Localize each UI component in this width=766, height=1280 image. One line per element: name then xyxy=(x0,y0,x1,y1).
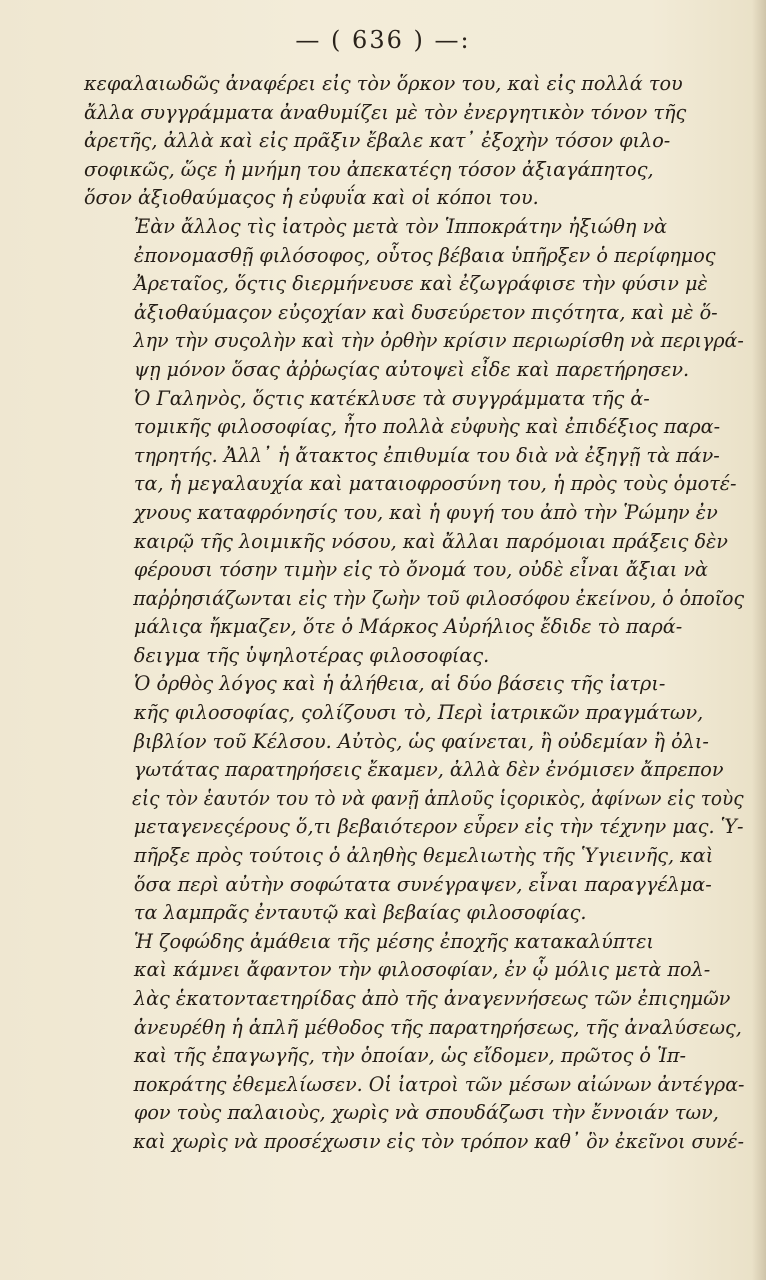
text-line: λὰς ἑκατονταετηρίδας ἀπὸ τῆς ἀναγεννήσεως τῶν ἐπιςημῶν xyxy=(133,987,731,1010)
text-line: καιρῷ τῆς λοιμικῆς νόσου, καὶ ἄλλαι παρόμοιαι πράξεις δὲν xyxy=(133,529,728,553)
text-line: σοφικῶς, ὥςε ἡ μνήμη του ἀπεκατέςη τόσον ἀξιαγάπητος, xyxy=(84,157,654,181)
text-line: καὶ χωρὶς νὰ προσέχωσιν εἰς τὸν τρόπον καθ᾽ ὃν ἐκεῖνοι συνέ- xyxy=(133,1129,744,1153)
paragraph xyxy=(84,670,744,927)
text-line: τηρητής. Ἀλλ᾽ ἡ ἄτακτος ἐπιθυμία του διὰ νὰ ἐξηγῇ τὰ πάν- xyxy=(133,443,720,467)
text-line: φέρουσι τόσην τιμὴν εἰς τὸ ὄνομά του, οὐδὲ εἶναι ἄξιαι νὰ xyxy=(133,558,708,582)
text-line: ὅσον ἀξιοθαύμαςος ἡ εὐφυΐα καὶ οἱ κόποι του. xyxy=(84,186,539,210)
text-line: ἀρετῆς, ἀλλὰ καὶ εἰς πρᾶξιν ἔβαλε κατ᾽ ἐξοχὴν τόσον φιλο- xyxy=(84,129,671,153)
text-line: καὶ τῆς ἐπαγωγῆς, τὴν ὁποίαν, ὡς εἴδομεν, πρῶτος ὁ Ἱπ- xyxy=(133,1044,687,1068)
page-spine-shadow xyxy=(752,0,766,1280)
text-line: δειγμα τῆς ὑψηλοτέρας φιλοσοφίας. xyxy=(133,643,490,667)
text-line: Ἐὰν ἄλλος τὶς ἰατρὸς μετὰ τὸν Ἱπποκράτην ἠξιώθη νὰ xyxy=(133,214,668,238)
text-line: ἐπονομασθῇ φιλόσοφος, οὗτος βέβαια ὑπῆρξεν ὁ περίφημος xyxy=(133,243,716,267)
paragraph xyxy=(84,213,744,385)
paragraph xyxy=(84,385,744,671)
text-line: εἰς τὸν ἑαυτόν του τὸ νὰ φανῇ ἁπλοῦς ἱςορικὸς, ἀφίνων εἰς τοὺς xyxy=(132,786,744,810)
text-line: Ὁ Γαληνὸς, ὅςτις κατέκλυσε τὰ συγγράμματα τῆς ἀ- xyxy=(133,386,650,410)
text-line: τομικῆς φιλοσοφίας, ἦτο πολλὰ εὐφυὴς καὶ ἐπιδέξιος παρα- xyxy=(133,415,721,439)
text-line: κεφαλαιωδῶς ἀναφέρει εἰς τὸν ὅρκον του, καὶ εἰς πολλά του xyxy=(84,72,683,95)
text-line: ἀνευρέθη ἡ ἁπλῆ μέθοδος τῆς παρατηρήσεως, τῆς ἀναλύσεως, xyxy=(133,1015,742,1039)
text-line: Ὁ ὀρθὸς λόγος καὶ ἡ ἀλήθεια, αἱ δύο βάσεις τῆς ἰατρι- xyxy=(133,672,666,696)
text-line: πῆρξε πρὸς τούτοις ὁ ἀληθὴς θεμελιωτὴς τῆς Ὑγιεινῆς, καὶ xyxy=(133,844,714,868)
text-line: τα, ἡ μεγαλαυχία καὶ ματαιοφροσύνη του, ἡ πρὸς τοὺς ὁμοτέ- xyxy=(133,472,737,496)
text-line: ψῃ μόνον ὅσας ἀῤῥωςίας αὐτοψεὶ εἶδε καὶ παρετήρησεν. xyxy=(133,357,690,381)
text-line: μεταγενεςέρους ὅ,τι βεβαιότερον εὗρεν εἰς τὴν τέχνην μας. Ὑ- xyxy=(133,815,744,839)
text-line: ἀξιοθαύμαςον εὐςοχίαν καὶ δυσεύρετον πιςότητα, καὶ μὲ ὅ- xyxy=(133,300,718,324)
text-line: παῤῥησιάζωνται εἰς τὴν ζωὴν τοῦ φιλοσόφου ἐκείνου, ὁ ὁποῖος xyxy=(133,586,745,610)
paragraph xyxy=(84,928,744,1157)
text-line: καὶ κάμνει ἄφαντον τὴν φιλοσοφίαν, ἐν ᾧ μόλις μετὰ πολ- xyxy=(133,958,711,982)
text-line: χνους καταφρόνησίς του, καὶ ἡ φυγή του ἀπὸ τὴν Ῥώμην ἐν xyxy=(133,500,718,524)
text-line: ἄλλα συγγράμματα ἀναθυμίζει μὲ τὸν ἐνεργητικὸν τόνον τῆς xyxy=(84,100,687,124)
text-line: τα λαμπρᾶς ἐνταυτῷ καὶ βεβαίας φιλοσοφίας. xyxy=(133,901,587,925)
text-line: λην τὴν συςολὴν καὶ τὴν ὀρθὴν κρίσιν περιωρίσθη νὰ περιγρά- xyxy=(133,329,744,353)
text-line: γωτάτας παρατηρήσεις ἔκαμεν, ἀλλὰ δὲν ἐνόμισεν ἄπρεπον xyxy=(133,758,724,782)
body-text xyxy=(84,70,744,1157)
text-line: Ἀρεταῖος, ὅςτις διερμήνευσε καὶ ἐζωγράφισε τὴν φύσιν μὲ xyxy=(133,272,708,296)
text-line: φον τοὺς παλαιοὺς, χωρὶς νὰ σπουδάζωσι τὴν ἔννοιάν των, xyxy=(133,1101,719,1125)
text-line: Ἡ ζοφώδης ἀμάθεια τῆς μέσης ἐποχῆς κατακαλύπτει xyxy=(133,929,654,953)
text-line: βιβλίον τοῦ Κέλσου. Αὐτὸς, ὡς φαίνεται, ἢ οὐδεμίαν ἢ ὀλι- xyxy=(133,729,709,753)
paragraph xyxy=(84,70,744,213)
text-line: μάλιςα ἤκμαζεν, ὅτε ὁ Μάρκος Αὐρήλιος ἔδιδε τὸ παρά- xyxy=(133,615,683,639)
page-number-header: — ( 636 ) —: xyxy=(295,26,471,54)
text-line: ὅσα περὶ αὐτὴν σοφώτατα συνέγραψεν, εἶναι παραγγέλμα- xyxy=(133,872,712,896)
text-line: κῆς φιλοσοφίας, ςολίζουσι τὸ, Περὶ ἰατρικῶν πραγμάτων, xyxy=(133,701,704,725)
text-line: ποκράτης ἐθεμελίωσεν. Οἱ ἰατροὶ τῶν μέσων αἰώνων ἀντέγρα- xyxy=(133,1072,745,1096)
